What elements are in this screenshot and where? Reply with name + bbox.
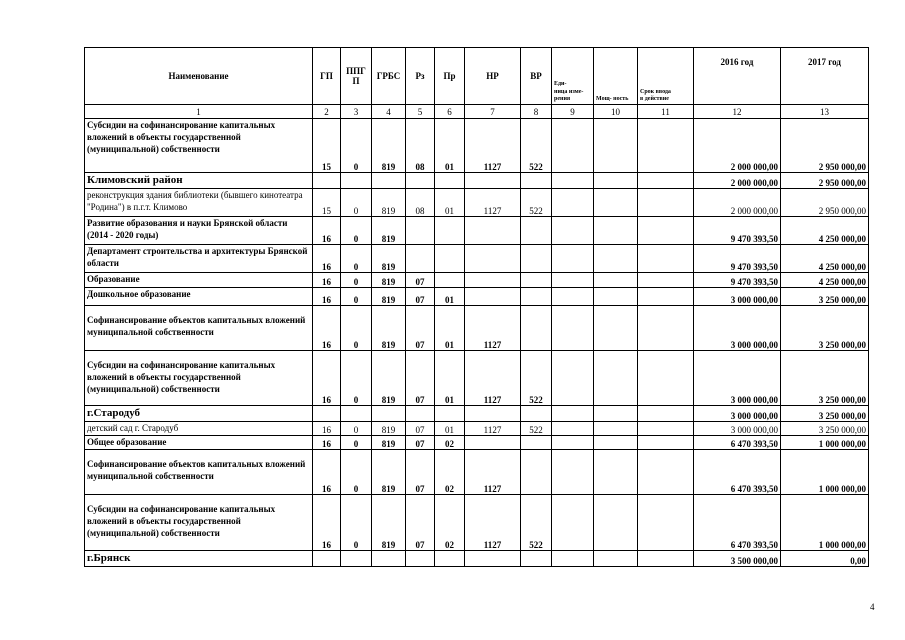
row-nr [465,287,521,305]
table-row [85,244,869,272]
row-vr [521,550,552,566]
column-number: 12 [694,105,781,119]
row-ppgp: 0 [341,421,372,435]
row-ppgp: 0 [341,305,372,350]
row-unit [552,272,594,287]
row-nr: 1127 [465,188,521,216]
table-row [85,449,869,494]
row-2016: 3 500 000,00 [694,550,781,566]
header-capacity: Мощ- ность [594,48,638,105]
column-number: 1 [85,105,313,119]
header-row [85,48,869,105]
row-2017: 1 000 000,00 [781,449,869,494]
budget-table [84,47,869,567]
row-2017: 1 000 000,00 [781,435,869,449]
row-nr [465,244,521,272]
table-row [85,119,869,173]
row-gp: 16 [313,449,341,494]
table-row [85,405,869,421]
header-2016: 2016 год [694,48,781,105]
row-rz: 08 [406,188,435,216]
row-grbs: 819 [372,494,406,550]
row-pr: 01 [435,350,465,405]
row-nr: 1127 [465,421,521,435]
column-number: 5 [406,105,435,119]
table-row [85,494,869,550]
row-grbs: 819 [372,350,406,405]
header-ppgp-bottom: П [352,76,360,86]
column-number: 10 [594,105,638,119]
row-gp: 16 [313,421,341,435]
header-gp: ГП [313,48,341,105]
row-grbs [372,550,406,566]
row-ppgp: 0 [341,435,372,449]
row-vr: 522 [521,421,552,435]
row-unit [552,119,594,173]
header-term-line2: в действие [640,95,669,102]
row-name: Развитие образования и науки Брянской области (2014 - 2020 годы) [85,216,313,244]
row-capacity [594,350,638,405]
row-vr: 522 [521,494,552,550]
row-capacity [594,173,638,189]
row-term [638,119,694,173]
header-pr: Пр [435,48,465,105]
row-vr [521,449,552,494]
table-row [85,550,869,566]
row-2017: 3 250 000,00 [781,305,869,350]
row-name: Софинансирование объектов капитальных вложений муниципальной собственности [85,449,313,494]
column-number: 2 [313,105,341,119]
row-capacity [594,188,638,216]
row-2016: 3 000 000,00 [694,305,781,350]
row-term [638,494,694,550]
row-capacity [594,421,638,435]
row-ppgp: 0 [341,244,372,272]
row-name: реконструкция здания библиотеки (бывшего кинотеатра "Родина") в п.г.т. Климово [85,188,313,216]
row-2016: 3 000 000,00 [694,350,781,405]
header-grbs: ГРБС [372,48,406,105]
row-gp: 16 [313,272,341,287]
row-rz [406,216,435,244]
row-2016: 2 000 000,00 [694,188,781,216]
row-gp: 16 [313,216,341,244]
row-vr [521,435,552,449]
row-pr: 01 [435,305,465,350]
row-2016: 9 470 393,50 [694,216,781,244]
row-2017: 3 250 000,00 [781,421,869,435]
row-gp [313,550,341,566]
row-unit [552,494,594,550]
row-capacity [594,449,638,494]
row-term [638,272,694,287]
row-rz [406,173,435,189]
row-pr: 01 [435,421,465,435]
header-2017: 2017 год [781,48,869,105]
row-ppgp: 0 [341,188,372,216]
row-nr [465,435,521,449]
row-name: Дошкольное образование [85,287,313,305]
header-term [638,48,694,105]
row-pr [435,216,465,244]
row-unit [552,287,594,305]
row-vr [521,405,552,421]
row-ppgp [341,173,372,189]
row-ppgp: 0 [341,350,372,405]
row-rz: 07 [406,350,435,405]
row-capacity [594,244,638,272]
header-ppgp-top: ППГ [346,66,366,76]
row-unit [552,305,594,350]
row-2017: 2 950 000,00 [781,119,869,173]
row-capacity [594,305,638,350]
row-unit [552,421,594,435]
row-2017: 3 250 000,00 [781,350,869,405]
row-grbs [372,173,406,189]
row-2017: 0,00 [781,550,869,566]
row-capacity [594,405,638,421]
row-term [638,216,694,244]
column-number: 4 [372,105,406,119]
column-number-row [85,105,869,119]
row-name: г.Стародуб [85,405,313,421]
row-pr [435,272,465,287]
row-grbs: 819 [372,216,406,244]
row-capacity [594,287,638,305]
row-capacity [594,494,638,550]
row-term [638,421,694,435]
row-2017: 2 950 000,00 [781,188,869,216]
row-vr [521,216,552,244]
row-name: Образование [85,272,313,287]
row-pr: 02 [435,435,465,449]
row-pr [435,550,465,566]
header-term-line1: Срок ввода [640,88,671,95]
column-number: 3 [341,105,372,119]
row-name: Общее образование [85,435,313,449]
row-rz: 07 [406,494,435,550]
row-grbs: 819 [372,449,406,494]
row-rz: 07 [406,287,435,305]
row-grbs: 819 [372,435,406,449]
row-name: Субсидии на софинансирование капитальных вложений в объекты государственной (муниципальной) собственности [85,119,313,173]
page-number: 4 [870,602,875,612]
row-term [638,449,694,494]
row-pr: 01 [435,188,465,216]
table-row [85,216,869,244]
row-gp [313,173,341,189]
row-grbs: 819 [372,287,406,305]
row-gp: 16 [313,435,341,449]
table-row [85,188,869,216]
row-term [638,244,694,272]
row-gp: 15 [313,119,341,173]
row-pr: 02 [435,449,465,494]
row-rz: 07 [406,449,435,494]
row-pr [435,173,465,189]
row-unit [552,550,594,566]
row-grbs: 819 [372,244,406,272]
table-row [85,173,869,189]
row-rz: 08 [406,119,435,173]
row-term [638,350,694,405]
row-ppgp [341,405,372,421]
row-2017: 4 250 000,00 [781,216,869,244]
row-nr [465,216,521,244]
row-2017: 3 250 000,00 [781,405,869,421]
column-number: 8 [521,105,552,119]
row-unit [552,188,594,216]
row-name: Субсидии на софинансирование капитальных вложений в объекты государственной (муниципальной) собственности [85,350,313,405]
column-number: 13 [781,105,869,119]
row-unit [552,216,594,244]
row-gp: 16 [313,305,341,350]
header-nr: НР [465,48,521,105]
row-name: г.Брянск [85,550,313,566]
row-unit [552,435,594,449]
row-vr: 522 [521,350,552,405]
row-gp: 16 [313,350,341,405]
row-vr [521,287,552,305]
row-term [638,550,694,566]
row-unit [552,405,594,421]
table-row [85,435,869,449]
row-ppgp: 0 [341,287,372,305]
table-row [85,350,869,405]
row-unit [552,244,594,272]
row-gp: 15 [313,188,341,216]
table-row [85,305,869,350]
row-pr: 01 [435,287,465,305]
row-term [638,173,694,189]
row-capacity [594,435,638,449]
row-nr: 1127 [465,494,521,550]
row-unit [552,173,594,189]
row-term [638,405,694,421]
row-name: детский сад г. Стародуб [85,421,313,435]
row-2016: 2 000 000,00 [694,119,781,173]
row-2017: 1 000 000,00 [781,494,869,550]
row-term [638,435,694,449]
row-2016: 3 000 000,00 [694,421,781,435]
row-2016: 2 000 000,00 [694,173,781,189]
row-2017: 4 250 000,00 [781,272,869,287]
row-ppgp: 0 [341,449,372,494]
row-term [638,287,694,305]
header-unit-line2: ница изме- [554,88,584,95]
row-2017: 2 950 000,00 [781,173,869,189]
column-number: 6 [435,105,465,119]
row-ppgp [341,550,372,566]
row-2016: 3 000 000,00 [694,287,781,305]
row-nr: 1127 [465,350,521,405]
column-number: 9 [552,105,594,119]
row-name: Департамент строительства и архитектуры Брянской области [85,244,313,272]
row-grbs: 819 [372,119,406,173]
table-row [85,272,869,287]
row-vr: 522 [521,119,552,173]
row-pr: 02 [435,494,465,550]
row-vr [521,272,552,287]
row-2016: 6 470 393,50 [694,494,781,550]
header-name: Наименование [85,48,313,105]
row-grbs: 819 [372,421,406,435]
row-nr [465,173,521,189]
row-gp: 16 [313,494,341,550]
row-name: Субсидии на софинансирование капитальных вложений в объекты государственной (муниципальной) собственности [85,494,313,550]
row-capacity [594,272,638,287]
row-ppgp: 0 [341,119,372,173]
row-gp: 16 [313,244,341,272]
row-2016: 6 470 393,50 [694,435,781,449]
row-capacity [594,550,638,566]
row-pr [435,244,465,272]
row-rz: 07 [406,421,435,435]
header-rz: Рз [406,48,435,105]
row-term [638,188,694,216]
row-nr: 1127 [465,305,521,350]
column-number: 11 [638,105,694,119]
row-vr [521,305,552,350]
row-2016: 9 470 393,50 [694,272,781,287]
row-vr: 522 [521,188,552,216]
row-vr [521,173,552,189]
row-gp [313,405,341,421]
row-grbs: 819 [372,272,406,287]
row-unit [552,449,594,494]
row-2016: 9 470 393,50 [694,244,781,272]
row-ppgp: 0 [341,216,372,244]
header-unit-line1: Еди- [554,81,567,88]
row-grbs [372,405,406,421]
row-pr [435,405,465,421]
row-nr [465,550,521,566]
row-nr [465,272,521,287]
row-ppgp: 0 [341,494,372,550]
row-grbs: 819 [372,305,406,350]
row-2016: 6 470 393,50 [694,449,781,494]
row-nr: 1127 [465,119,521,173]
row-ppgp: 0 [341,272,372,287]
row-unit [552,350,594,405]
row-rz [406,550,435,566]
table-row [85,287,869,305]
header-vr: ВР [521,48,552,105]
header-unit-line3: рения [554,95,571,102]
row-gp: 16 [313,287,341,305]
table-row [85,421,869,435]
row-nr: 1127 [465,449,521,494]
row-rz [406,244,435,272]
row-2017: 3 250 000,00 [781,287,869,305]
row-rz: 07 [406,272,435,287]
row-term [638,305,694,350]
row-grbs: 819 [372,188,406,216]
row-name: Софинансирование объектов капитальных вложений муниципальной собственности [85,305,313,350]
row-name: Климовский район [85,173,313,189]
row-rz [406,405,435,421]
row-rz: 07 [406,435,435,449]
column-number: 7 [465,105,521,119]
row-capacity [594,119,638,173]
header-unit [552,48,594,105]
row-capacity [594,216,638,244]
row-pr: 01 [435,119,465,173]
row-2016: 3 000 000,00 [694,405,781,421]
header-ppgp [341,48,372,105]
row-vr [521,244,552,272]
row-nr [465,405,521,421]
row-rz: 07 [406,305,435,350]
row-2017: 4 250 000,00 [781,244,869,272]
